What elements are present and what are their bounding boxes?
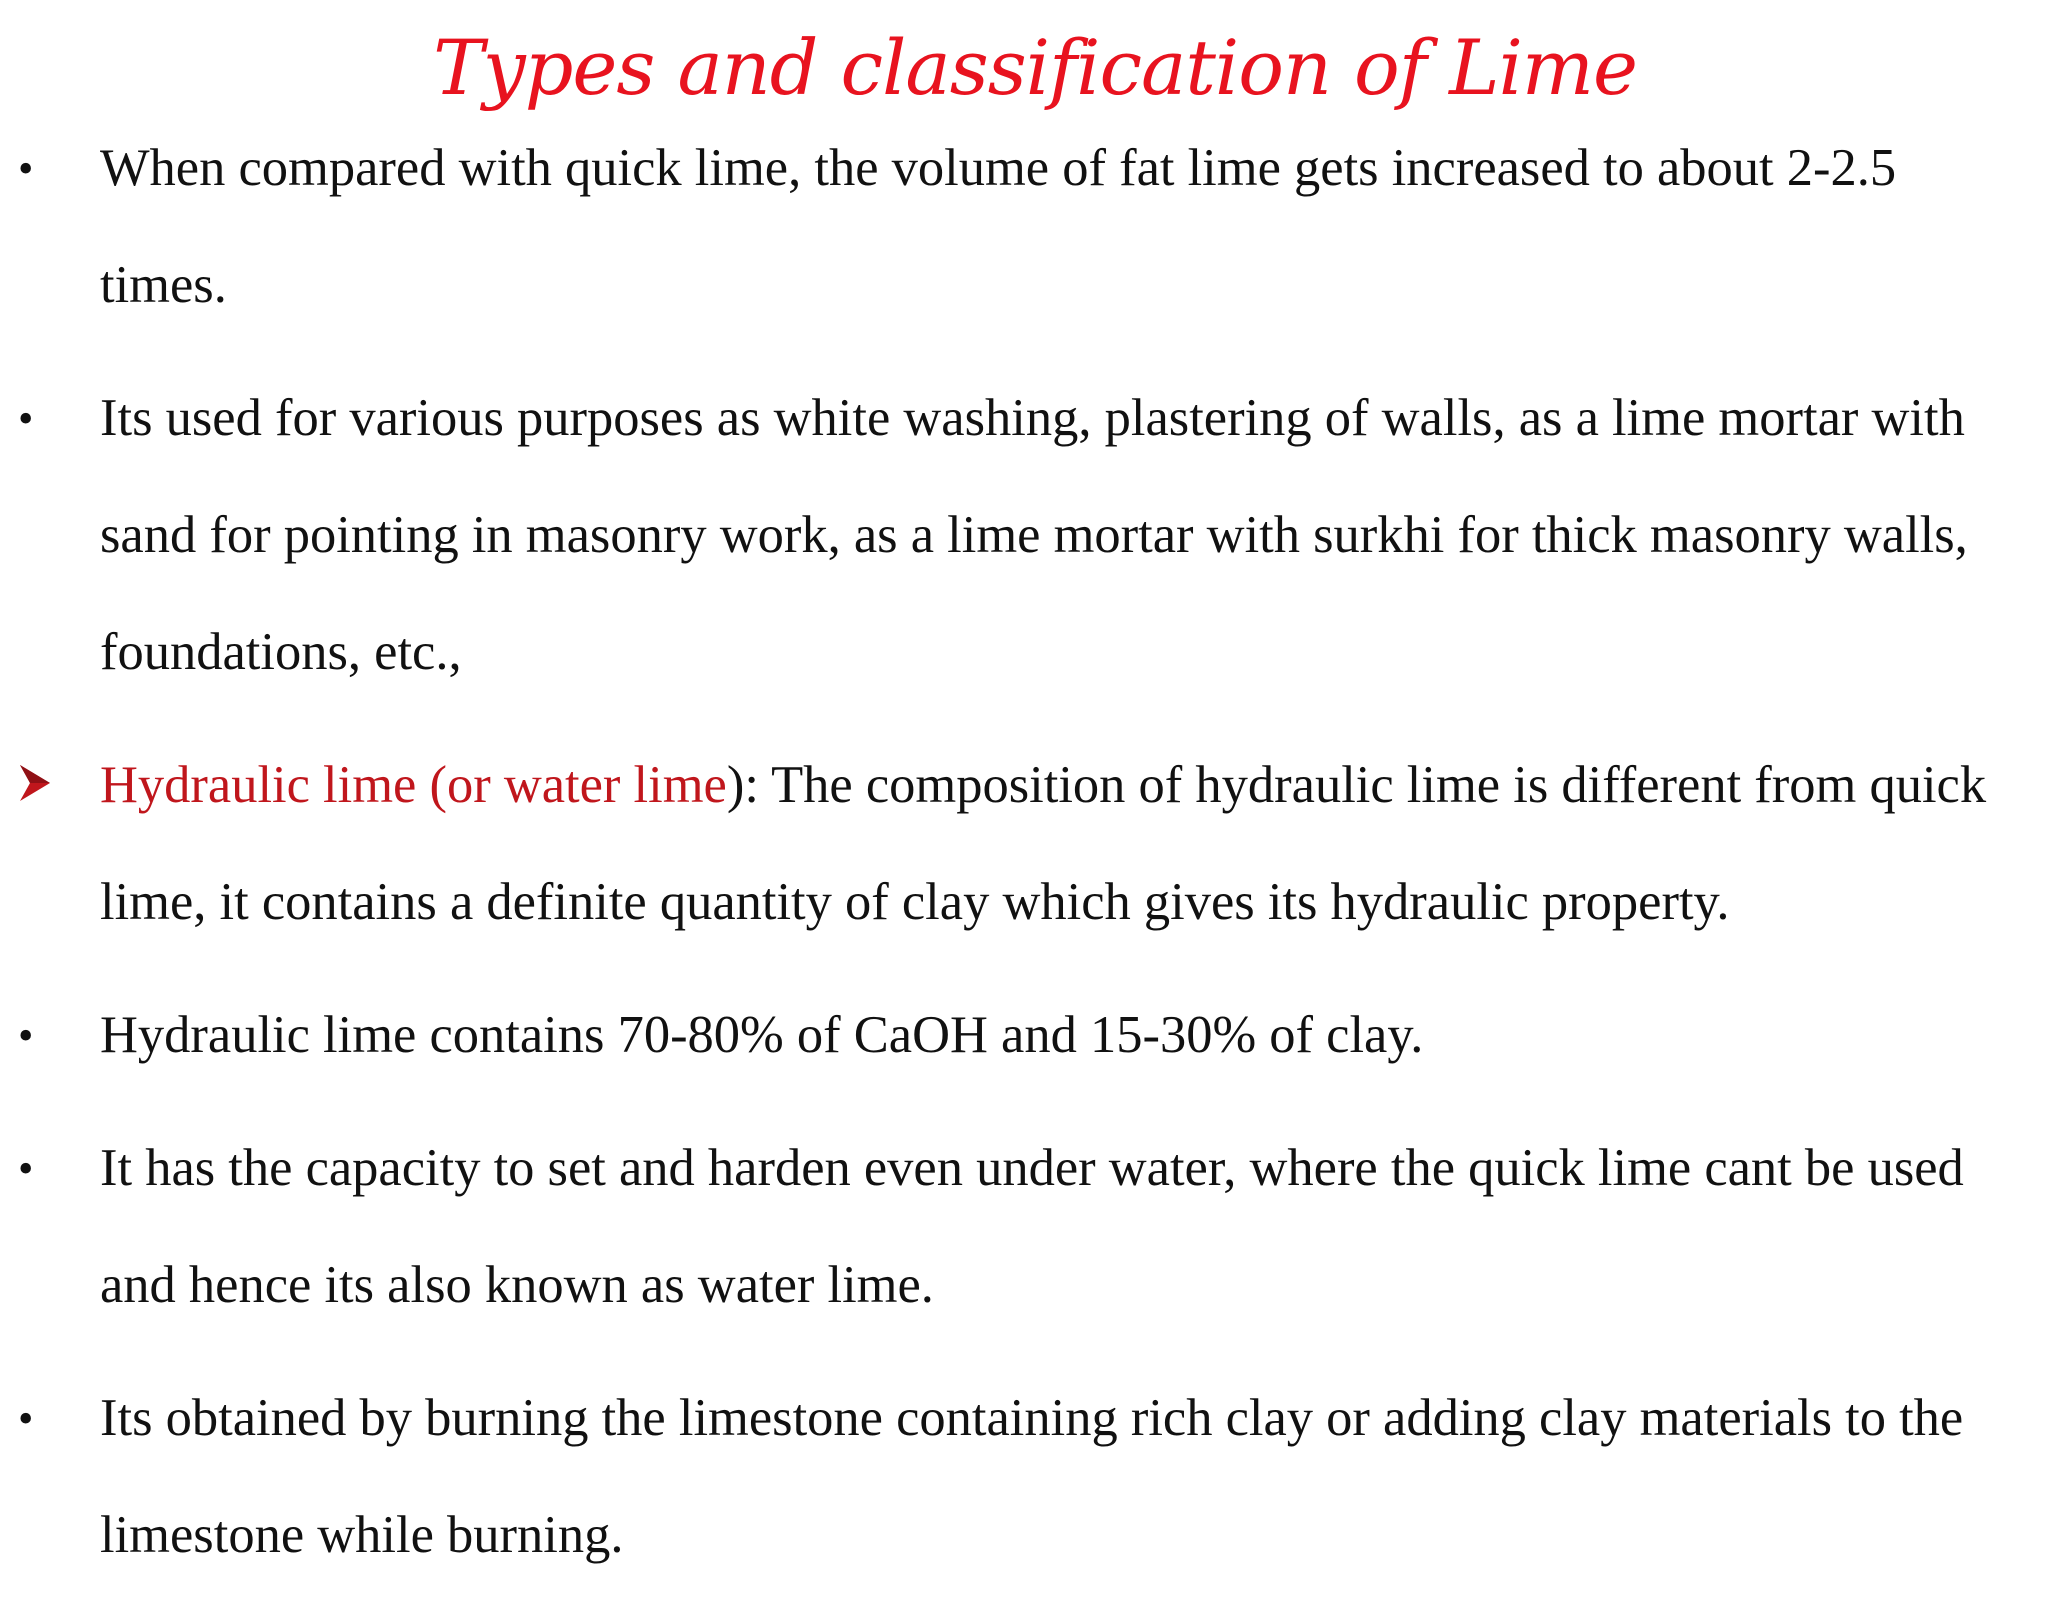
- bullet-dot-icon: •: [18, 394, 34, 443]
- bullet-text: Its obtained by burning the limestone containing rich clay or adding clay materials to the limestone while burning.: [100, 1389, 1964, 1564]
- bullet-list: [0, 110, 2048, 1610]
- bullet-text: When compared with quick lime, the volume of fat lime gets increased to about 2-2.5 times.: [100, 139, 1897, 314]
- bullet-item: [0, 727, 2048, 961]
- bullet-text: Its used for various purposes as white washing, plastering of walls, as a lime mortar with sand for pointing in masonry work, as a lime mortar with surkhi for thick masonry walls, foundations, etc.,: [100, 389, 1968, 681]
- slide-title: Types and classification of Lime: [433, 23, 1637, 112]
- arrow-bullet-icon: [18, 727, 68, 803]
- bullet-item: [0, 1110, 2048, 1344]
- bullet-dot-icon: •: [18, 1144, 34, 1193]
- bullet-text: It has the capacity to set and harden even under water, where the quick lime cant be used and hence its also known as water lime.: [100, 1139, 1964, 1314]
- bullet-text-body: ): The composition of hydraulic lime is different from quick lime, it contains a definite quantity of clay which gives its hydraulic property.: [100, 756, 1987, 931]
- bullet-item: [0, 360, 2048, 711]
- bullet-item: [0, 977, 2048, 1094]
- highlight-term: Hydraulic lime (or water lime: [100, 756, 727, 814]
- bullet-dot-icon: •: [18, 1394, 34, 1443]
- bullet-dot-icon: •: [18, 144, 34, 193]
- bullet-item: [0, 110, 2048, 344]
- bullet-item: [0, 1360, 2048, 1594]
- bullet-dot-icon: •: [18, 1011, 34, 1060]
- bullet-text: [100, 727, 2035, 961]
- bullet-text: Hydraulic lime contains 70-80% of CaOH and 15-30% of clay.: [100, 1006, 1424, 1064]
